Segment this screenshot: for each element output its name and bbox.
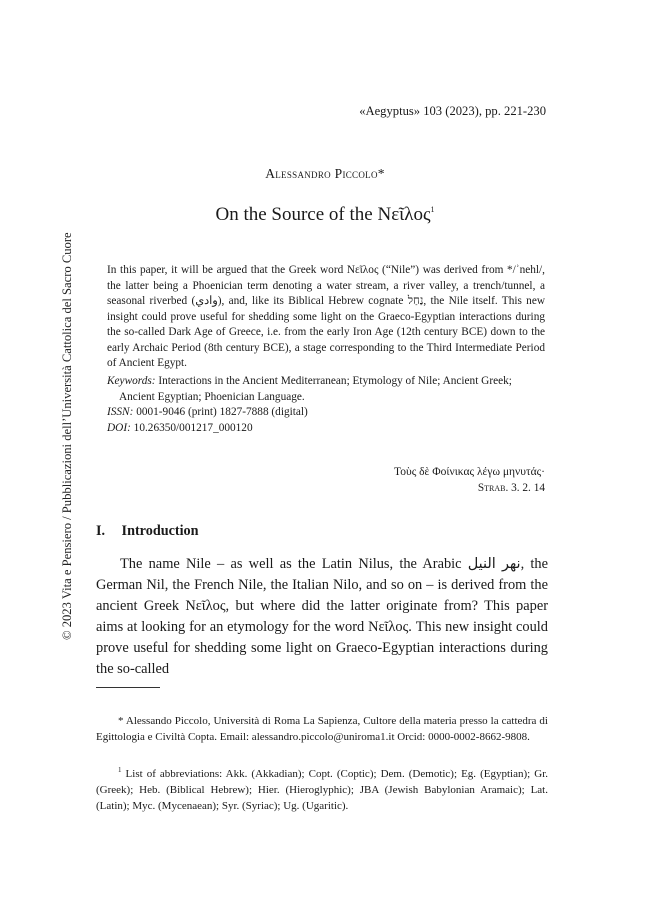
footnote-1-text: List of abbreviations: Akk. (Akkadian); Copt. (Coptic); Dem. (Demotic); Eg. (Egyptian); Gr. (Greek); Heb. (Biblical Hebrew); Hier. (Hieroglyphic); JBA (Jewish Babylonian Aramaic); Lat. (Latin); Myc. (Mycenaean); Syr. (Syriac); Ug. (Ugaritic). <box>96 768 548 812</box>
article-title-text: On the Source of the Νεῖλος <box>215 204 431 225</box>
issn-value: 0001-9046 (print) 1827-7888 (digital) <box>136 406 308 418</box>
issn-line <box>107 405 557 421</box>
footnote-author: * Alessando Piccolo, Università di Roma La Sapienza, Cultore della materia presso la cattedra di Egittologia e Civiltà Copta. Email: alessandro.piccolo@uniroma1.it Orcid: 0000-0002-8662-9808. <box>96 715 548 743</box>
author-name-text: Alessandro Piccolo* <box>265 166 385 181</box>
article-title <box>0 204 650 226</box>
footnote-divider <box>96 687 160 688</box>
footnote-1-mark: 1 <box>118 766 122 774</box>
intro-paragraph: The name Nile – as well as the Latin Nilus, the Arabic نهر النيل, the German Nil, the French Nile, the Italian Nilo, and so on – is derived from the ancient Greek Νεῖλος, but where did the latter originate from? This paper aims at looking for an etymology for the word Νεῖλος. This new insight could prove useful for shedding some light on Graeco-Egyptian interactions during the so-called <box>96 556 548 677</box>
doi-label: DOI: <box>107 421 131 434</box>
keywords-line <box>107 374 557 390</box>
copyright-sidebar: © 2023 Vita e Pensiero / Pubblicazioni dell’Università Cattolica del Sacro Cuore <box>60 232 74 640</box>
footnote-1 <box>96 762 548 814</box>
epigraph-source-text: Strab. 3. 2. 14 <box>477 482 545 494</box>
abstract: In this paper, it will be argued that the Greek word Νεῖλος (“Nile”) was derived from */ʾnehl/, the latter being a Phoenician term denoting a water stream, a river valley, a trench/tunnel, a seasonal riverbed (وادي), and, like its Biblical Hebrew cognate נַחַל, the Nile itself. This new insight could prove useful for shedding some light on the Graeco-Egyptian interactions during the so-called Dark Age of Greece, i.e. from the early Iron Age (12th century BCE) down to the early Archaic Period (8th century BCE), a stage corresponding to the Third Intermediate Period of Ancient Egypt. <box>107 264 545 369</box>
doi-line <box>107 421 557 437</box>
keywords-label: Keywords: <box>107 375 156 387</box>
issn-label: ISSN: <box>107 406 134 418</box>
epigraph-source <box>478 482 545 494</box>
journal-citation: «Aegyptus» 103 (2023), pp. 221-230 <box>359 104 546 118</box>
title-footnote-mark: 1 <box>430 205 435 214</box>
section-title: Introduction <box>121 523 199 539</box>
doi-value: 10.26350/001217_000120 <box>133 421 253 434</box>
metadata-block <box>107 374 557 436</box>
section-number: I. <box>96 523 106 539</box>
epigraph-quote: Τοὺς δὲ Φοίνικας λέγω μηνυτάς· <box>394 466 545 478</box>
keywords-line1: Interactions in the Ancient Mediterranean; Etymology of Nile; Ancient Greek; <box>158 375 512 387</box>
author-name <box>0 166 650 182</box>
section-heading <box>96 523 199 540</box>
body-text <box>96 554 548 680</box>
keywords-line2: Ancient Egyptian; Phoenician Language. <box>119 390 305 403</box>
